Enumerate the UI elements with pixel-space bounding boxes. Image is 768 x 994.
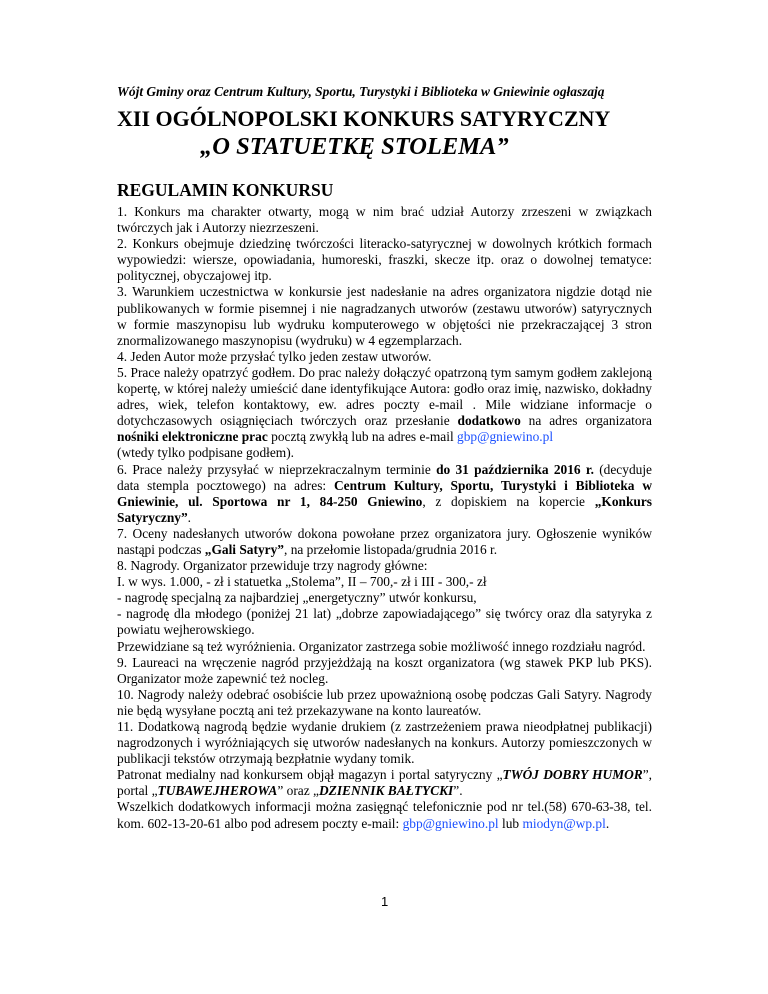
rule-5: [117, 365, 652, 462]
rule-7: [117, 526, 652, 558]
patronage-text: Patronat medialny nad konkursem objął magazyn i portal satyryczny „: [117, 767, 503, 783]
patronage-text-2: ”, portal „: [117, 767, 652, 799]
rule-5-text-2: na adres organizatora: [520, 413, 652, 429]
rule-8-prize-young: - nagrodę dla młodego (poniżej 21 lat) „dobrze zapowiadającego” się twórcy oraz dla satyryka z powiatu wejherowskiego.: [117, 606, 652, 638]
page-number: 1: [381, 894, 389, 909]
rule-6-text: 6. Prace należy przysyłać w nieprzekraczalnym terminie: [117, 461, 437, 477]
rule-7-text: 7. Oceny nadesłanych utworów dokona powołane przez organizatora jury. Ogłoszenie wyników nastąpi podczas: [117, 525, 652, 557]
email-link-gbp[interactable]: gbp@gniewino.pl: [457, 429, 554, 445]
rule-9: 9. Laureaci na wręczenie nagród przyjeżdżają na koszt organizatora (wg stawek PKP lub PKS). Organizator może zapewnić też nocleg.: [117, 654, 652, 686]
rule-6: [117, 462, 652, 526]
rule-6-address: Centrum Kultury, Sportu, Turystyki i Biblioteka w Gniewinie, ul. Sportowa nr 1, 84-250 Gniewino: [117, 477, 652, 509]
rule-6-text-4: .: [187, 509, 192, 525]
patronage-text-3: ” oraz „: [277, 783, 319, 799]
rule-7-text-2: , na przełomie listopada/grudnia 2016 r.: [284, 541, 498, 557]
rule-8-prize-special: - nagrodę specjalną za najbardziej „energetyczny” utwór konkursu,: [117, 590, 477, 606]
rule-6-deadline: do 31 października 2016 r.: [436, 461, 594, 477]
rule-1: 1. Konkurs ma charakter otwarty, mogą w nim brać udział Autorzy zrzeszeni w związkach twórczych jak i Autorzy niezrzeszeni.: [117, 204, 652, 236]
rule-2: 2. Konkurs obejmuje dziedzinę twórczości literacko-satyrycznej w dowolnych krótkich formach wypowiedzi: wiersze, opowiadania, humoreski, fraszki, skecze itp. oraz o dowolnej tematyce: politycznej, obyczajowej itp.: [117, 236, 652, 284]
rule-11: 11. Dodatkową nagrodą będzie wydanie drukiem (z zastrzeżeniem prawa nieodpłatnej publikacji) nagrodzonych i wyróżniających się utworów nadesłanych na konkurs. Autorzy pomieszczonych w publikacji tekstów otrzymają bezpłatnie wydany tomik.: [117, 719, 652, 767]
rule-4: 4. Jeden Autor może przysłać tylko jeden zestaw utworów.: [117, 348, 432, 364]
rule-3: 3. Warunkiem uczestnictwa w konkursie jest nadesłanie na adres organizatora nigdzie dotąd nie publikowanych w formie pisemnej i nie nagradzanych utworów (zestawu utworów) satyrycznych w formie maszynopisu lub wydruku komputerowego w objętości nie przekraczającej 3 stron znormalizowanego maszynopisu (wydruku) w 4 egzemplarzach.: [117, 284, 652, 348]
rule-5-text-4: (wtedy tylko podpisane godłem).: [117, 445, 295, 461]
contest-title: XII OGÓLNOPOLSKI KONKURS SATYRYCZNY: [117, 106, 611, 131]
patron-dziennik-baltycki: DZIENNIK BAŁTYCKI: [318, 783, 454, 799]
rules-heading: REGULAMIN KONKURSU: [117, 180, 334, 200]
contact-info: Wszelkich dodatkowych informacji można zasięgnąć telefonicznie pod nr tel.(58) 670-63-38, tel. kom. 602-13-20-61 albo pod adresem poczty e-mail: gbp@gniewino.pl lub miodyn@wp.pl.: [117, 799, 652, 831]
email-link-miodyn[interactable]: miodyn@wp.pl: [522, 815, 606, 831]
rule-8-honours: Przewidziane są też wyróżnienia. Organizator zastrzega sobie możliwość innego rozdziału nagród.: [117, 638, 646, 654]
patronage-text-4: ”.: [453, 783, 463, 799]
intro-text: Wójt Gminy oraz Centrum Kultury, Sportu, Turystyki i Biblioteka w Gniewinie ogłaszają: [117, 84, 605, 99]
patron-tubawejherowa: TUBAWEJHEROWA: [157, 783, 278, 799]
rule-5-text: 5. Prace należy opatrzyć godłem. Do prac należy dołączyć opatrzoną tym samym godłem zaklejoną kopertę, w której należy umieścić dane identyfikujące Autora: godło oraz imię, nazwisko, dokładny adres, wiek, telefon kontaktowy, ew. adres poczty e-mail . Mile widziane informacje o dotychczasowych osiągnięciach twórczych oraz przesłanie: [117, 364, 652, 429]
rule-5-text-3: pocztą zwykłą lub na adres e-mail: [267, 429, 458, 445]
contact-text-2: lub: [498, 815, 523, 831]
rule-10: 10. Nagrody należy odebrać osobiście lub przez upoważnioną osobę podczas Gali Satyry. Nagrody nie będą wysyłane pocztą ani też przekazywane na konto laureatów.: [117, 686, 652, 718]
rule-8: 8. Nagrody. Organizator przewiduje trzy nagrody główne:: [117, 558, 428, 574]
media-patronage: [117, 767, 652, 799]
email-link-gbp-contact[interactable]: gbp@gniewino.pl: [402, 815, 499, 831]
rule-5-bold-2: nośniki elektroniczne prac: [117, 429, 268, 445]
rule-7-gala: „Gali Satyry”: [204, 541, 284, 557]
contest-subtitle: „O STATUETKĘ STOLEMA”: [200, 133, 509, 160]
document-page: [117, 84, 652, 832]
rules-body: [117, 204, 652, 832]
rule-6-text-3: , z dopiskiem na kopercie: [422, 493, 595, 509]
rule-8-prize-main: I. w wys. 1.000, - zł i statuetka „Stolema”, II – 700,- zł i III - 300,- zł: [117, 574, 487, 590]
patron-twoj-dobry-humor: TWÓJ DOBRY HUMOR: [502, 767, 643, 783]
rule-5-bold: dodatkowo: [457, 413, 521, 429]
rule-6-envelope-note: „Konkurs Satyryczny”: [117, 493, 653, 525]
contact-text: Wszelkich dodatkowych informacji można zasięgnąć telefonicznie pod nr tel.(58) 670-63-38, tel. kom. 602-13-20-61 albo pod adresem poczty e-mail:: [117, 799, 652, 831]
rule-6-text-2: (decyduje data stempla pocztowego) na adres:: [117, 461, 652, 493]
